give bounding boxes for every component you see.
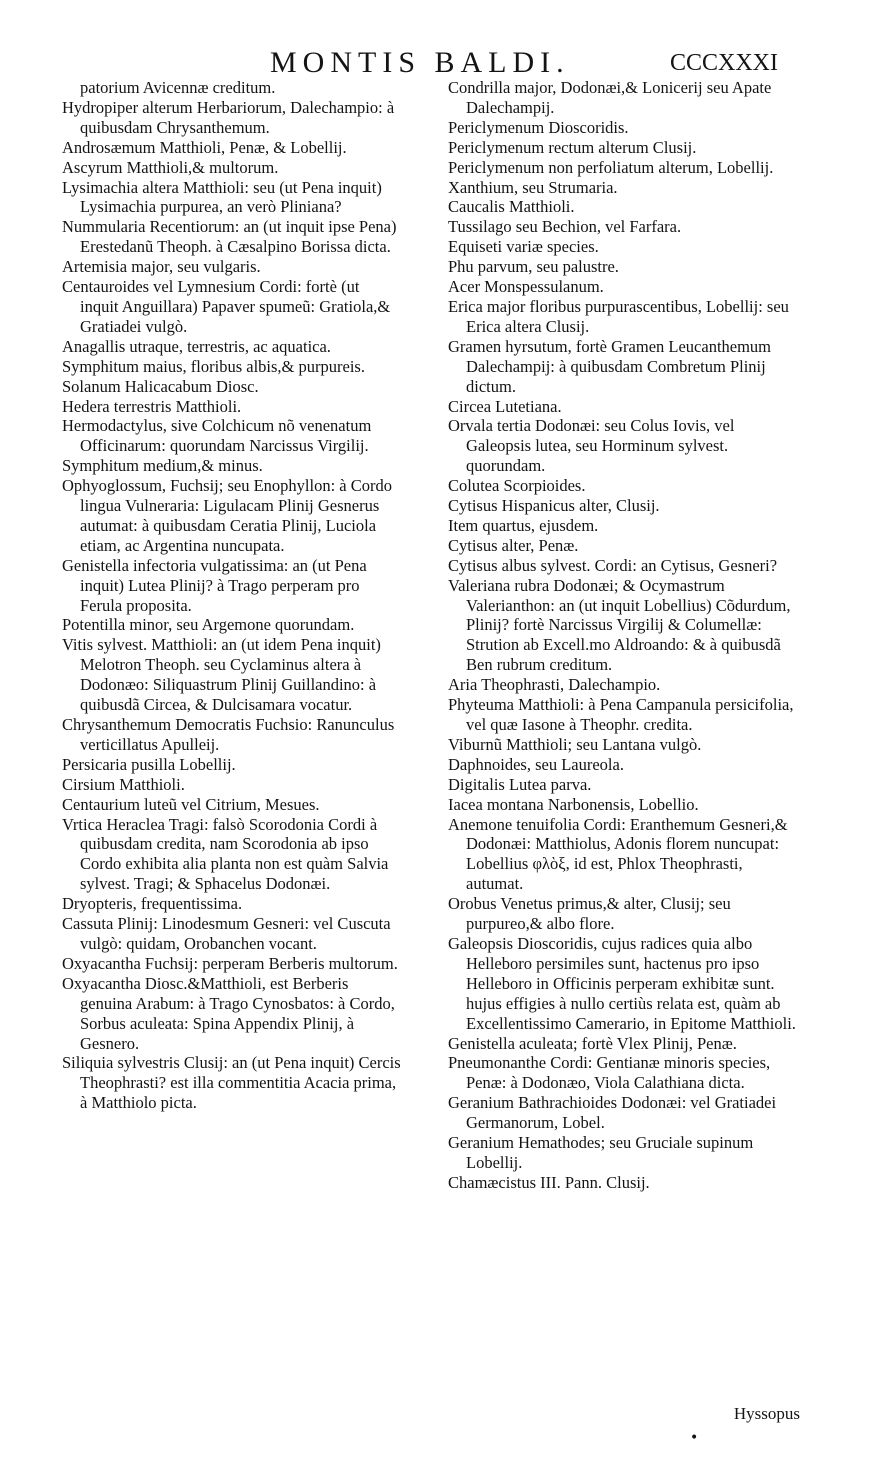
plant-entry: Aria Theophrasti, Dalechampio. xyxy=(448,675,661,695)
plant-entry: Gramen hyrsutum, fortè Gramen Leucanthemum Dalechampij: à quibusdam Combretum Plinij dictum. xyxy=(448,336,772,396)
plant-entry: Centaurium luteũ vel Citrium, Mesues. xyxy=(62,794,320,814)
plant-entry: Periclymenum rectum alterum Clusij. xyxy=(448,137,697,157)
left-column xyxy=(62,78,402,1113)
plant-entry: Galeopsis Dioscoridis, cujus radices quia albo Helleboro persimiles sunt, hactenus pro ipso Helleboro in Officinis perperam exhibitæ sunt. hujus effigies à nullo certiùs relata est, quàm ab Excellentissimo Camerario, in Epitome Matthioli. xyxy=(448,933,796,1033)
plant-entry: Iacea montana Narbonensis, Lobellio. xyxy=(448,794,699,814)
plant-entry: Hermodactylus, sive Colchicum nõ venenatum Officinarum: quorundam Narcissus Virgilij. xyxy=(62,416,372,456)
plant-entry: Hydropiper alterum Herbariorum, Dalechampio: à quibusdam Chrysanthemum. xyxy=(62,97,395,137)
plant-entry: Condrilla major, Dodonæi,& Lonicerij seu Apate Dalechampij. xyxy=(448,78,772,117)
plant-entry: Vitis sylvest. Matthioli: an (ut idem Pena inquit) Melotron Theoph. seu Cyclaminus altera à Dodonæo: Siliquastrum Plinij Guillandino: à quibusdã Circea, & Dulcisamara vocatur. xyxy=(62,635,381,715)
plant-entry: Periclymenum non perfoliatum alterum, Lobellij. xyxy=(448,157,774,177)
plant-entry: Erica major floribus purpurascentibus, Lobellij: seu Erica altera Clusij. xyxy=(448,296,789,336)
plant-entry: Anemone tenuifolia Cordi: Eranthemum Gesneri,& Dodonæi: Matthiolus, Adonis florem nuncupat: Lobellius φλὸξ, id est, Phlox Theophrasti, autumat. xyxy=(448,814,788,894)
plant-entry: Viburnũ Matthioli; seu Lantana vulgò. xyxy=(448,734,702,754)
plant-entry: Phyteuma Matthioli: à Pena Campanula persicifolia, vel quæ Iasone à Theophr. credita. xyxy=(448,695,794,734)
plant-entry: Geranium Bathrachioides Dodonæi: vel Gratiadei Germanorum, Lobel. xyxy=(448,1093,777,1133)
plant-entry: Oxyacantha Fuchsij: perperam Berberis multorum. xyxy=(62,953,398,973)
plant-entry: Anagallis utraque, terrestris, ac aquatica. xyxy=(62,336,331,356)
plant-entry: patorium Avicennæ creditum. xyxy=(80,78,276,97)
right-column xyxy=(448,78,798,1193)
page-number: CCCXXXI xyxy=(669,50,778,76)
plant-entry: Androsæmum Matthioli, Penæ, & Lobellij. xyxy=(62,137,347,157)
printer-mark: • xyxy=(690,1430,699,1446)
plant-entry: Symphitum medium,& minus. xyxy=(62,456,263,476)
plant-entry: Geranium Hemathodes; seu Gruciale supinum Lobellij. xyxy=(448,1133,754,1172)
plant-entry: Valeriana rubra Dodonæi; & Ocymastrum Valerianthon: an (ut inquit Lobellius) Cõdurdum, Plinij? fortè Narcissus Virgilij & Columellæ: Strution ab Excell.mo Aldroando: & à quibusdã Ben rubrum creditum. xyxy=(448,575,791,675)
plant-entry: Symphitum maius, floribus albis,& purpureis. xyxy=(62,356,365,376)
plant-entry: Vrtica Heraclea Tragi: falsò Scorodonia Cordi à quibusdam credita, nam Scorodonia ab ipso Cordo exhibita alia planta non est quàm Salvia sylvest. Tragi; & Sphacelus Dodonæi. xyxy=(62,814,389,894)
plant-entry: Oxyacantha Diosc.&Matthioli, est Berberis genuina Arabum: à Trago Cynosbatos: à Cordo, Sorbus aculeata: Spina Appendix Plinij, à Gesnero. xyxy=(62,973,395,1053)
plant-entry: Tussilago seu Bechion, vel Farfara. xyxy=(448,217,682,237)
plant-entry: Genistella infectoria vulgatissima: an (ut Pena inquit) Lutea Plinij? à Trago perperam pro Ferula proposita. xyxy=(62,555,367,615)
catchword: Hyssopus xyxy=(733,1404,800,1423)
plant-entry: Genistella aculeata; fortè Vlex Plinij, Penæ. xyxy=(448,1033,737,1053)
plant-entry: Phu parvum, seu palustre. xyxy=(448,257,619,277)
plant-entry: Circea Lutetiana. xyxy=(448,396,562,416)
plant-entry: Cirsium Matthioli. xyxy=(62,774,185,794)
plant-entry: Hedera terrestris Matthioli. xyxy=(62,396,242,416)
plant-entry: Periclymenum Dioscoridis. xyxy=(448,117,629,137)
plant-entry: Caucalis Matthioli. xyxy=(448,197,575,217)
plant-entry: Acer Monspessulanum. xyxy=(448,277,604,297)
plant-entry: Nummularia Recentiorum: an (ut inquit ipse Pena) Erestedanũ Theoph. à Cæsalpino Borissa dicta. xyxy=(62,217,397,257)
plant-entry: Siliquia sylvestris Clusij: an (ut Pena inquit) Cercis Theophrasti? est illa commentitia Acacia prima, à Matthiolo picta. xyxy=(62,1053,401,1113)
plant-entry: Dryopteris, frequentissima. xyxy=(62,894,243,914)
plant-entry: Ascyrum Matthioli,& multorum. xyxy=(62,157,279,177)
plant-entry: Cytisus Hispanicus alter, Clusij. xyxy=(448,496,660,516)
plant-entry: Digitalis Lutea parva. xyxy=(448,774,592,794)
running-head: MONTIS BALDI. xyxy=(270,46,570,79)
plant-entry: Equiseti variæ species. xyxy=(448,237,599,257)
plant-entry: Cassuta Plinij: Linodesmum Gesneri: vel Cuscuta vulgò: quidam, Orobanchen vocant. xyxy=(62,914,391,953)
plant-entry: Orobus Venetus primus,& alter, Clusij; seu purpureo,& albo flore. xyxy=(448,894,731,934)
plant-entry: Pneumonanthe Cordi: Gentianæ minoris species, Penæ: à Dodonæo, Viola Calathiana dicta. xyxy=(448,1053,771,1093)
plant-entry: Lysimachia altera Matthioli: seu (ut Pena inquit) Lysimachia purpurea, an verò Pliniana? xyxy=(62,177,382,217)
plant-entry: Solanum Halicacabum Diosc. xyxy=(62,376,259,396)
plant-entry: Artemisia major, seu vulgaris. xyxy=(62,257,261,277)
plant-entry: Cytisus albus sylvest. Cordi: an Cytisus, Gesneri? xyxy=(448,555,778,575)
plant-entry: Ophyoglossum, Fuchsij; seu Enophyllon: à Cordo lingua Vulneraria: Ligulacam Plinij Gesnerus autumat: à quibusdam Ceratia Plinij, Luciola etiam, ac Argentina nuncupata. xyxy=(62,476,392,555)
plant-entry: Item quartus, ejusdem. xyxy=(448,515,599,535)
plant-entry: Orvala tertia Dodonæi: seu Colus Iovis, vel Galeopsis lutea, seu Horminum sylvest. quorundam. xyxy=(448,416,735,476)
plant-entry: Cytisus alter, Penæ. xyxy=(448,535,579,555)
plant-entry: Persicaria pusilla Lobellij. xyxy=(62,754,236,774)
plant-entry: Chrysanthemum Democratis Fuchsio: Ranunculus verticillatus Apulleij. xyxy=(62,715,395,754)
plant-entry: Potentilla minor, seu Argemone quorundam. xyxy=(62,615,355,635)
plant-entry: Xanthium, seu Strumaria. xyxy=(448,177,618,197)
plant-entry: Chamæcistus III. Pann. Clusij. xyxy=(448,1172,650,1192)
plant-entry: Centauroides vel Lymnesium Cordi: fortè (ut inquit Anguillara) Papaver spumeũ: Gratiola,& Gratiadei vulgò. xyxy=(62,277,391,336)
plant-entry: Colutea Scorpioides. xyxy=(448,476,586,496)
plant-entry: Daphnoides, seu Laureola. xyxy=(448,754,624,774)
